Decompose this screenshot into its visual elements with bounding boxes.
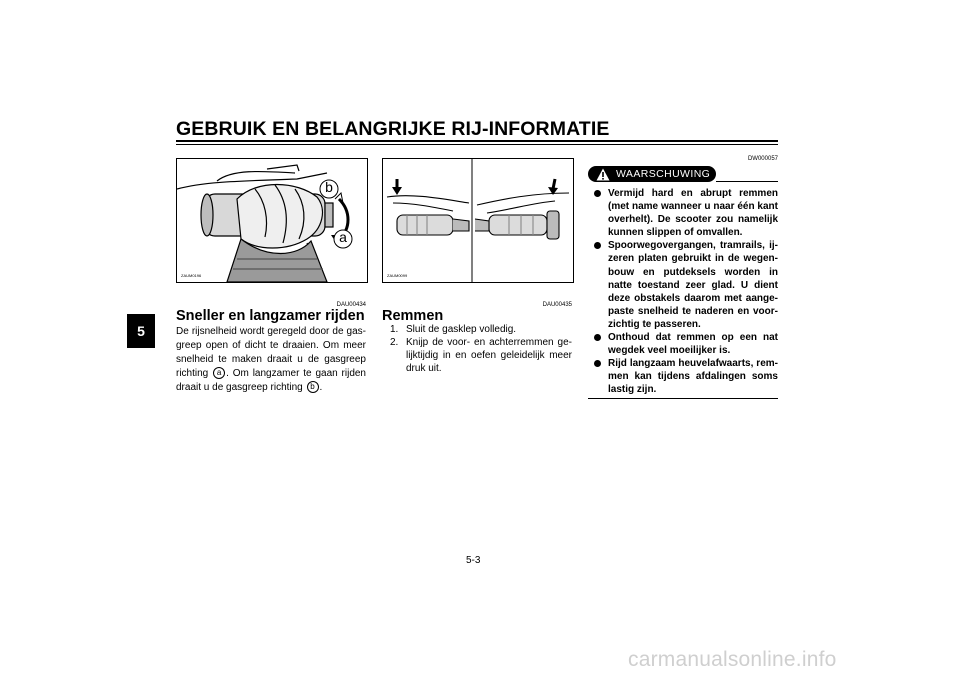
brake-levers-figure: [382, 158, 574, 283]
list-item: [588, 357, 778, 396]
figure-code: ZAUM0196: [181, 273, 202, 278]
bullet-icon: [594, 334, 601, 341]
bullet-icon: [594, 242, 601, 249]
throttle-paragraph: [176, 325, 366, 395]
warning-label: WAARSCHUWING: [616, 168, 711, 180]
step-text: Sluit de gasklep volledig.: [406, 324, 517, 335]
figure-code: ZAUM0099: [387, 273, 408, 278]
warning-item: Vermijd hard en abrupt remmen (met name wanneer u naar één kant overhelt). De scooter zou namelijk kunnen slippen of omvallen.: [608, 188, 778, 239]
brake-steps: [390, 323, 572, 375]
figure-label-a: a: [339, 229, 347, 245]
throttle-text-3: .: [319, 382, 323, 393]
step-number: 1.: [390, 324, 399, 335]
section-heading-throttle: Sneller en langzamer rijden: [176, 308, 365, 324]
warning-item: Onthoud dat remmen op een nat wegdek veel moeilijker is.: [608, 332, 778, 357]
warning-list: [588, 187, 778, 397]
throttle-grip-figure: [176, 158, 368, 283]
throttle-text-1: De rijsnelheid wordt geregeld door de gas-greep open of dicht te draaien. Om meer snelheid te maken draait u de gasgreep richting: [176, 326, 366, 379]
list-item: [390, 336, 572, 375]
watermark: carmanualsonline.info: [628, 648, 837, 671]
bullet-icon: [594, 360, 601, 367]
warning-item: Rijd langzaam heuvelafwaarts, rem-men kan tijdens afdalingen soms lastig zijn.: [608, 358, 778, 396]
warning-rule: [716, 181, 778, 182]
figure-label-b: b: [325, 179, 333, 195]
section-code: DAU00435: [542, 302, 572, 308]
chapter-tab: 5: [127, 314, 155, 348]
warning-code: DW000057: [747, 156, 778, 162]
warning-bottom-rule: [588, 398, 778, 399]
marker-b: b: [307, 381, 319, 393]
throttle-text-2: . Om langzamer te gaan rijden draait u de gasgreep richting: [176, 368, 366, 393]
brake-levers-illustration: [383, 159, 573, 282]
list-item: [588, 331, 778, 357]
list-item: [390, 323, 572, 336]
bullet-icon: [594, 190, 601, 197]
step-text: Knijp de voor- en achterremmen ge-lijktijdig in en oefen geleidelijk meer druk uit.: [406, 337, 572, 374]
page-number: 5-3: [466, 555, 481, 566]
title-rule: [176, 140, 778, 142]
section-code: DAU00434: [336, 302, 366, 308]
warning-badge: [588, 166, 716, 182]
marker-a: a: [213, 367, 225, 379]
title-rule-thin: [176, 144, 778, 145]
warning-triangle-icon: [596, 168, 610, 181]
page-title: GEBRUIK EN BELANGRIJKE RIJ-INFORMATIE: [176, 118, 610, 140]
throttle-grip-illustration: [177, 159, 367, 282]
list-item: [588, 187, 778, 239]
warning-item: Spoorwegovergangen, tramrails, ij-zeren platen gebruikt in de wegen-bouw en putdeksels worden in natte toestand zeer glad. U dient deze obstakels daarom met aange-paste snelheid te naderen en voor-zichtig te passeren.: [608, 240, 778, 330]
list-item: [588, 239, 778, 331]
section-heading-brakes: Remmen: [382, 308, 444, 324]
step-number: 2.: [390, 337, 399, 348]
